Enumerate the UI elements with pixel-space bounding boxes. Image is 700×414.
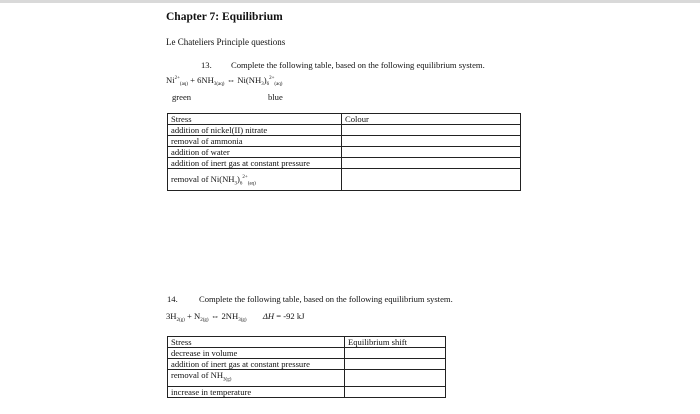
q13-table [167, 113, 521, 191]
q14-equation [166, 311, 305, 323]
q14-number: 14. [167, 294, 178, 304]
last-row-text: removal of Ni(NH [171, 173, 235, 184]
shift-answer-cell[interactable] [345, 348, 446, 359]
last-row-charge: 2+ [242, 175, 248, 180]
stress-cell [168, 370, 345, 387]
removal-row-text: removal of NH [171, 370, 224, 380]
table-row [168, 169, 521, 191]
q13-color-blue: blue [268, 92, 283, 102]
shift-answer-cell[interactable] [345, 370, 446, 387]
last-row-close: ) [236, 173, 240, 184]
eq-nh3: 2NH [221, 311, 239, 321]
shift-answer-cell[interactable] [345, 386, 446, 397]
table-row [168, 370, 446, 387]
table-header-row [168, 114, 521, 125]
eq-complex-sub: 3 [261, 82, 264, 87]
eq-plus-n2: + N [187, 311, 201, 321]
eq-complex-state: (aq) [274, 82, 283, 87]
table-header-row [168, 337, 446, 348]
top-border [0, 0, 700, 3]
eq-complex-close: ) [263, 75, 267, 85]
colour-answer-cell[interactable] [342, 136, 521, 147]
q13-prompt: Complete the following table, based on the following equilibrium system. [231, 60, 485, 70]
stress-cell: addition of inert gas at constant pressure [168, 359, 345, 370]
table-row [168, 386, 446, 397]
eq-ni-charge: 2+ [174, 76, 180, 81]
table-row [168, 359, 446, 370]
table-row [168, 136, 521, 147]
table-row [168, 348, 446, 359]
col-shift-header: Equilibrium shift [345, 337, 446, 348]
eq-nh3-state: 3(g) [238, 318, 247, 323]
shift-answer-cell[interactable] [345, 359, 446, 370]
chapter-title: Chapter 7: Equilibrium [166, 11, 283, 23]
table-row [168, 125, 521, 136]
last-row-sub2: 6 [239, 181, 243, 187]
colour-answer-cell[interactable] [342, 158, 521, 169]
eq-h2-state: 2(g) [176, 318, 185, 323]
last-row-state: (aq) [247, 181, 256, 187]
eq-ni: Ni [166, 75, 175, 85]
colour-answer-cell[interactable] [342, 125, 521, 136]
eq-complex-sub2: 6 [266, 82, 270, 87]
eq-delta-h: ΔH [262, 311, 275, 321]
eq-arrow: ⇔ [210, 311, 220, 321]
eq-complex-charge: 2+ [269, 76, 275, 81]
eq-n2-state: 2(g) [200, 318, 209, 323]
col-stress-header: Stress [168, 114, 342, 125]
stress-cell: addition of nickel(II) nitrate [168, 125, 342, 136]
table-row [168, 147, 521, 158]
eq-plus-nh3: + 6NH [190, 75, 214, 85]
colour-answer-cell[interactable] [342, 169, 521, 191]
last-row-sub: 3 [234, 181, 237, 187]
table-row [168, 158, 521, 169]
q14-prompt: Complete the following table, based on the following equilibrium system. [199, 294, 453, 304]
col-colour-header: Colour [342, 114, 521, 125]
eq-arrow: ⇔ [226, 75, 236, 85]
stress-cell: addition of water [168, 147, 342, 158]
q13-equation [166, 75, 282, 87]
stress-cell: increase in temperature [168, 386, 345, 397]
eq-complex: Ni(NH [237, 75, 262, 85]
eq-nh3-state: 3(aq) [213, 82, 225, 87]
q13-number: 13. [201, 60, 212, 70]
removal-row-state: 3(g) [223, 377, 232, 383]
q13-color-green: green [172, 92, 192, 102]
section-subtitle: Le Chateliers Principle questions [166, 37, 286, 47]
eq-ni-state: (aq) [179, 82, 188, 87]
eq-h2: 3H [166, 311, 177, 321]
stress-cell: addition of inert gas at constant pressure [168, 158, 342, 169]
colour-answer-cell[interactable] [342, 147, 521, 158]
eq-delta-h-value: = -92 kJ [276, 311, 305, 321]
stress-cell: decrease in volume [168, 348, 345, 359]
stress-cell: removal of ammonia [168, 136, 342, 147]
col-stress-header: Stress [168, 337, 345, 348]
stress-cell [168, 169, 342, 191]
q14-table [167, 336, 446, 398]
